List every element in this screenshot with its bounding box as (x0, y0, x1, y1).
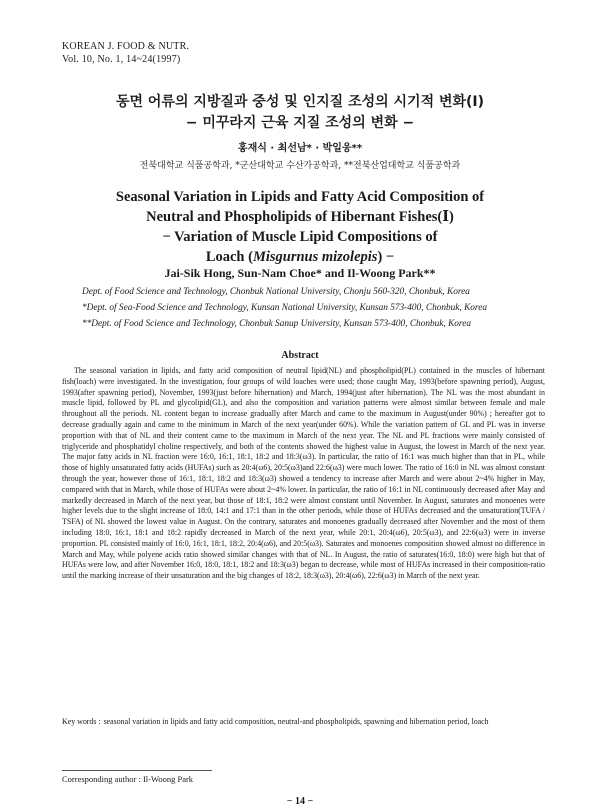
corresponding-author: Corresponding author : Il-Woong Park (62, 774, 194, 784)
footnote-divider (62, 770, 212, 771)
english-title-line1: Seasonal Variation in Lipids and Fatty Acid Composition of (115, 189, 485, 205)
english-title (0, 187, 600, 267)
journal-name: KOREAN J. FOOD & NUTR. (62, 41, 190, 52)
english-title-line4 (0, 247, 600, 267)
title-suffix: ) − (377, 249, 395, 265)
title-prefix: Loach ( (205, 249, 253, 265)
page-number: − 14 − (286, 796, 314, 807)
keywords-text: seasonal variation in lipids and fatty acid composition, neutral-and phospholipids, spawning and hibernation period, loach (103, 717, 489, 726)
english-affiliations (82, 284, 487, 332)
korean-title-line2: − 미꾸라지 근육 지질 조성의 변화 − (185, 115, 415, 131)
abstract-body: The seasonal variation in lipids, and fatty acid composition of neutral lipid(NL) and phospholipid(PL) contained in the muscles of hibernant fish(loach) were investigated. In the investigation, four groups of wild loaches were used; those caught May, 1993(before spawning period), August, 1993(after spawning period), November, 1993(just before hibernation) and March, 1994(just after hibernation). The NL was the most abundant in muscle lipid, followed by PL and glycolipid(GL), and also the composition and variation patterns were almost similar between female and male throughout all the periods. NL content began to increase gradually after March and came to the maximum in August(under 90%) ; hereafter got to decrease gradually again and came to the minimum in March of the next year(under 60%). While the variation pattern of GL and PL was in inverse proportion with that of NL and their content came to the maximum in March of the next year. The NL and PL fractions were mainly consisted of triglyceride and phosphatidyl choline respectively, and both of the contents showed the highest value in August, the lowest in March of the next year. The major fatty acids in NL fraction were 16:0, 16:1, 18:1, 18:2 and 18:3(ω3). In particular, the ratio of 16:1 was much higher than that in PL, while those of highly unsaturated fatty acids (HUFAs) such as 20:4(ω6), 20:5(ω3)and 22:6(ω3) were much lower. The ratio of 16:0 in NL was almost constant through the year, however those of 16:1, 18:1, 18:2 and 18:3(ω3) showed a tendency to increase after March and were about 2~4% higher in May, compared with that in March, while those of HUFAs were about 2~4% lower. In particular, the ratio of 16:1 in NL continuously decreased after May and markedly decreased in March of the next year, but those of 18:1, 18:2 were almost constant until November. In August, saturates and monoenes were higher levels due to the slight increase of 18:0, 14:1 and 17:1 than in the other periods, while those of HUFAs decreased and the unsaturation(TUFA / TSFA) of NL showed the lowest value in August. On the contrary, saturates and monoenes gradually decreased after November and the most of them including 18:0, 16:1, 18:1 and 18:2 rapidly decreased in March of the next year, while 20:1, 20:4(ω6), 20:5(ω3), and 22:6(ω3) were in inverse proportion. PL consisted mainly of 16:0, 16:1, 18:1, 18:2, 20:4(ω6), and 20:5(ω3). Saturates and monoenes composition showed almost no difference in March and May, while polyene acids ratio showed similar changes with that of NL. In August, the ratio of saturates(16:0, 18:0) were high but that of HUFAs were low, and after November 16:0, 18:0, 18:1, 18:2 and 18:3(ω3) began to decrease, while most of HUFAs increased in their composition-ratio until the marking increase of their unsaturation and the big changes of 18:2, 18:3(ω3), 20:4(ω6), 22:6(ω3) in March of the next year. (62, 366, 545, 581)
english-title-line3: − Variation of Muscle Lipid Compositions of (162, 229, 438, 245)
keywords-label: Key words : (62, 717, 101, 726)
affiliation-3: **Dept. of Food Science and Technology, Chonbuk Sanup University, Kunsan 573-400, Chonbuk, Korea (82, 319, 471, 329)
korean-affiliations: 전북대학교 식품공학과, *군산대학교 수산가공학과, **전북산업대학교 식품공학과 (139, 161, 461, 171)
affiliation-2: *Dept. of Sea-Food Science and Technology, Kunsan National University, Kunsan 573-400, Chonbuk, Korea (82, 303, 487, 313)
korean-authors: 홍재식 · 최선남* · 박일웅** (237, 143, 363, 154)
species-name: Misgurnus mizolepis (252, 249, 378, 265)
english-authors: Jai-Sik Hong, Sun-Nam Choe* and Il-Woong Park** (164, 266, 436, 280)
affiliation-1: Dept. of Food Science and Technology, Chonbuk National University, Chonju 560-320, Chonbuk, Korea (82, 287, 470, 297)
english-title-line2: Neutral and Phospholipids of Hibernant Fishes(Ⅰ) (146, 209, 454, 225)
journal-volume: Vol. 10, No. 1, 14~24(1997) (62, 54, 181, 65)
journal-header (62, 40, 189, 66)
keywords (62, 717, 545, 728)
korean-title-line1: 동면 어류의 지방질과 중성 및 인지질 조성의 시기적 변화(Ⅰ) (115, 94, 485, 110)
korean-title (0, 92, 600, 134)
abstract-heading: Abstract (281, 350, 319, 361)
